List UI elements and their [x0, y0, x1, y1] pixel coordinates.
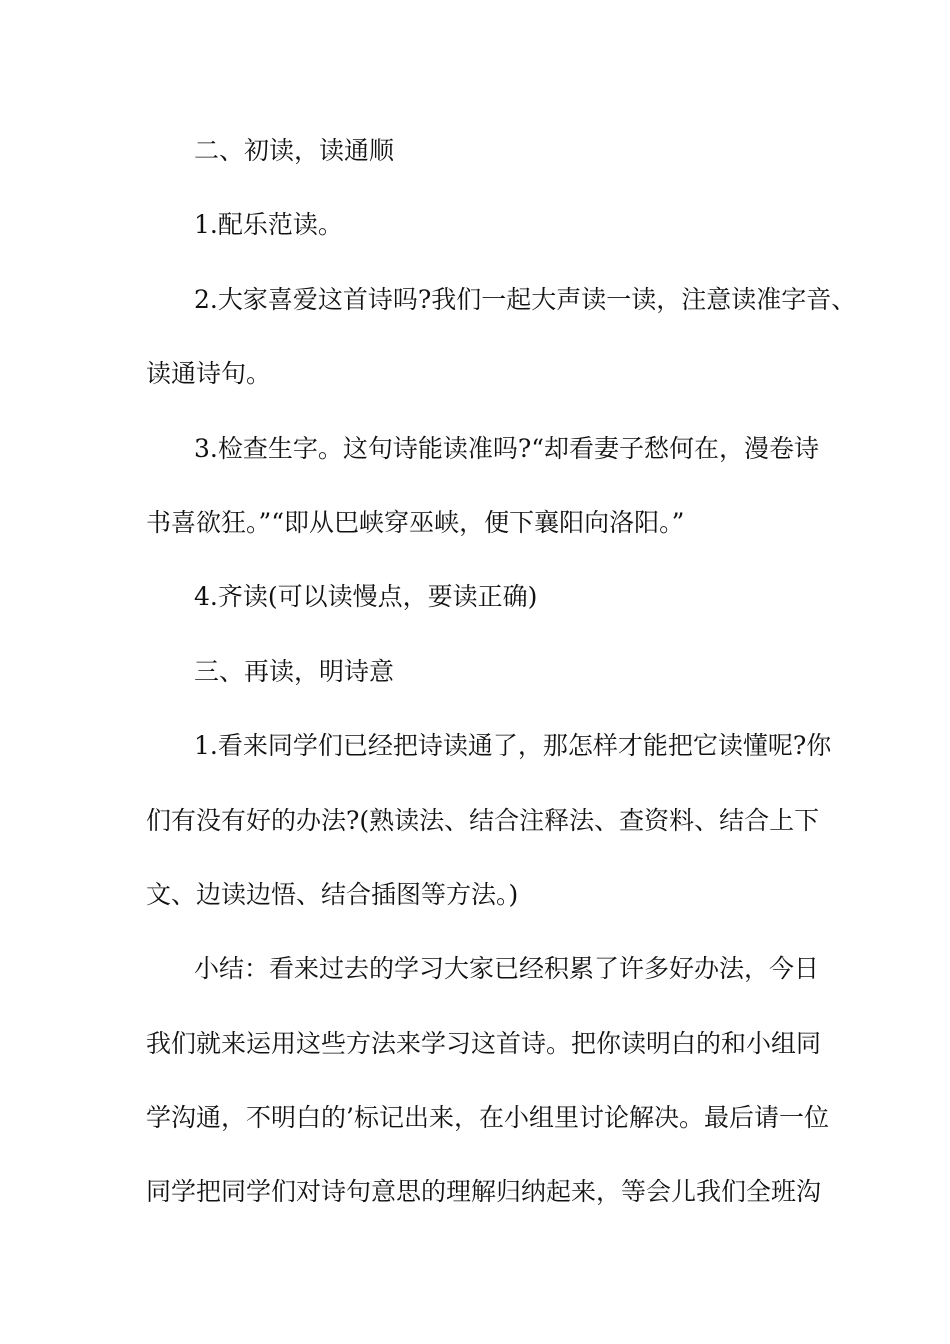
step-item-continuation: 读通诗句。 [146, 359, 272, 389]
step-item: 3.检查生字。这句诗能读准吗?“却看妻子愁何在，漫卷诗 [194, 433, 820, 463]
step-item-continuation: 文、边读边悟、结合插图等方法。) [146, 879, 519, 909]
section-heading-first-reading: 二、初读，读通顺 [194, 136, 395, 165]
summary-paragraph: 小结：看来过去的学习大家已经积累了许多好办法，今日 [194, 954, 820, 984]
step-item: 1.看来同学们已经把诗读通了，那怎样才能把它读懂呢?你 [194, 731, 832, 761]
step-item-continuation: 书喜欲狂。”“即从巴峡穿巫峡，便下襄阳向洛阳。” [146, 507, 685, 537]
step-item: 4.齐读(可以读慢点，要读正确) [194, 582, 538, 612]
summary-paragraph-continuation: 学沟通，不明白的’标记出来，在小组里讨论解决。最后请一位 [146, 1103, 829, 1133]
section-heading-rereading: 三、再读，明诗意 [194, 656, 395, 686]
step-item: 1.配乐范读。 [194, 210, 343, 240]
summary-paragraph-continuation: 同学把同学们对诗句意思的理解归纳起来，等会儿我们全班沟 [146, 1177, 822, 1207]
document-body [146, 126, 857, 1242]
step-item: 2.大家喜爱这首诗吗?我们一起大声读一读，注意读准字音、 [194, 284, 857, 314]
step-item-continuation: 们有没有好的办法?(熟读法、结合注释法、查资料、结合上下 [146, 805, 820, 835]
summary-paragraph-continuation: 我们就来运用这些方法来学习这首诗。把你读明白的和小组同 [146, 1028, 822, 1058]
